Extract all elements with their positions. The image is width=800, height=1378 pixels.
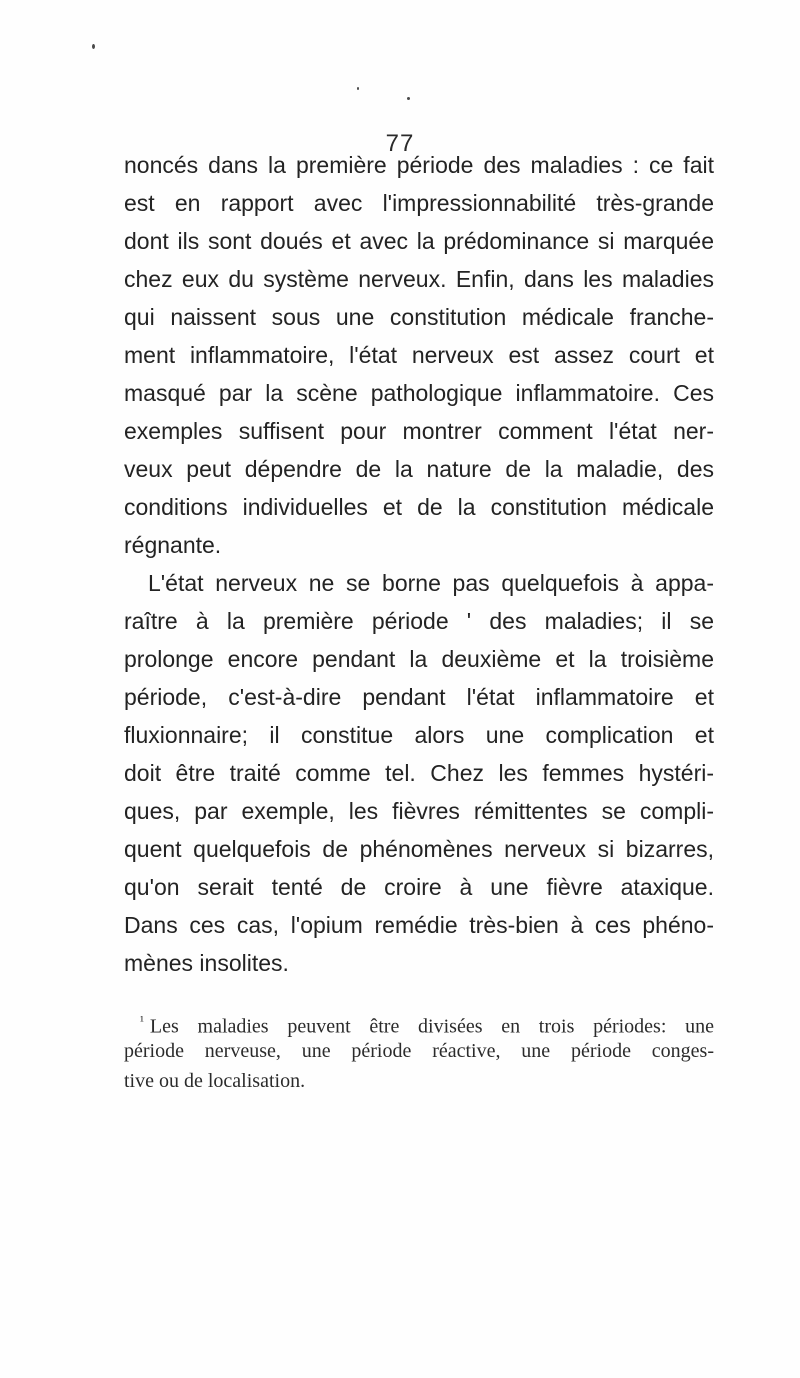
text-line: masqué par la scène pathologique inflammatoire. Ces	[124, 380, 714, 406]
footnote-text: Les maladies peuvent être divisées en trois périodes: une	[149, 1015, 714, 1038]
footnote-marker: ¹	[140, 1013, 144, 1028]
text-line: exemples suffisent pour montrer comment l'état ner-	[124, 418, 714, 444]
footnote-line: tive ou de localisation.	[124, 1070, 306, 1092]
text-line: dont ils sont doués et avec la prédominance si marquée	[124, 228, 714, 254]
paper-speck	[407, 97, 410, 100]
text-line: veux peut dépendre de la nature de la maladie, des	[124, 456, 714, 482]
paper-speck	[92, 44, 95, 49]
text-line: fluxionnaire; il constitue alors une complication et	[124, 722, 714, 748]
text-line: qui naissent sous une constitution médicale franche-	[124, 304, 714, 330]
paper-speck	[357, 87, 359, 90]
footnote-line: période nerveuse, une période réactive, une période conges-	[124, 1040, 714, 1062]
text-line: doit être traité comme tel. Chez les femmes hystéri-	[124, 760, 714, 786]
text-line: ment inflammatoire, l'état nerveux est assez court et	[124, 342, 714, 368]
text-line: chez eux du système nerveux. Enfin, dans les maladies	[124, 266, 714, 292]
text-line: période, c'est-à-dire pendant l'état inflammatoire et	[124, 684, 714, 710]
text-line: Dans ces cas, l'opium remédie très-bien à ces phéno-	[124, 912, 714, 938]
text-line: mènes insolites.	[124, 950, 289, 976]
text-line: noncés dans la première période des maladies : ce fait	[124, 152, 714, 178]
text-line: quent quelquefois de phénomènes nerveux si bizarres,	[124, 836, 714, 862]
text-line: est en rapport avec l'impressionnabilité très-grande	[124, 190, 714, 216]
text-line: L'état nerveux ne se borne pas quelquefois à appa-	[148, 570, 714, 596]
page-number: 77	[385, 130, 415, 157]
text-line: prolonge encore pendant la deuxième et la troisième	[124, 646, 714, 672]
footnote-line	[140, 1009, 714, 1039]
text-line: raître à la première période ' des maladies; il se	[124, 608, 714, 634]
text-line: conditions individuelles et de la constitution médicale	[124, 494, 714, 520]
text-line: qu'on serait tenté de croire à une fièvre ataxique.	[124, 874, 714, 900]
text-line: ques, par exemple, les fièvres rémittentes se compli-	[124, 798, 714, 824]
text-line: régnante.	[124, 532, 222, 558]
